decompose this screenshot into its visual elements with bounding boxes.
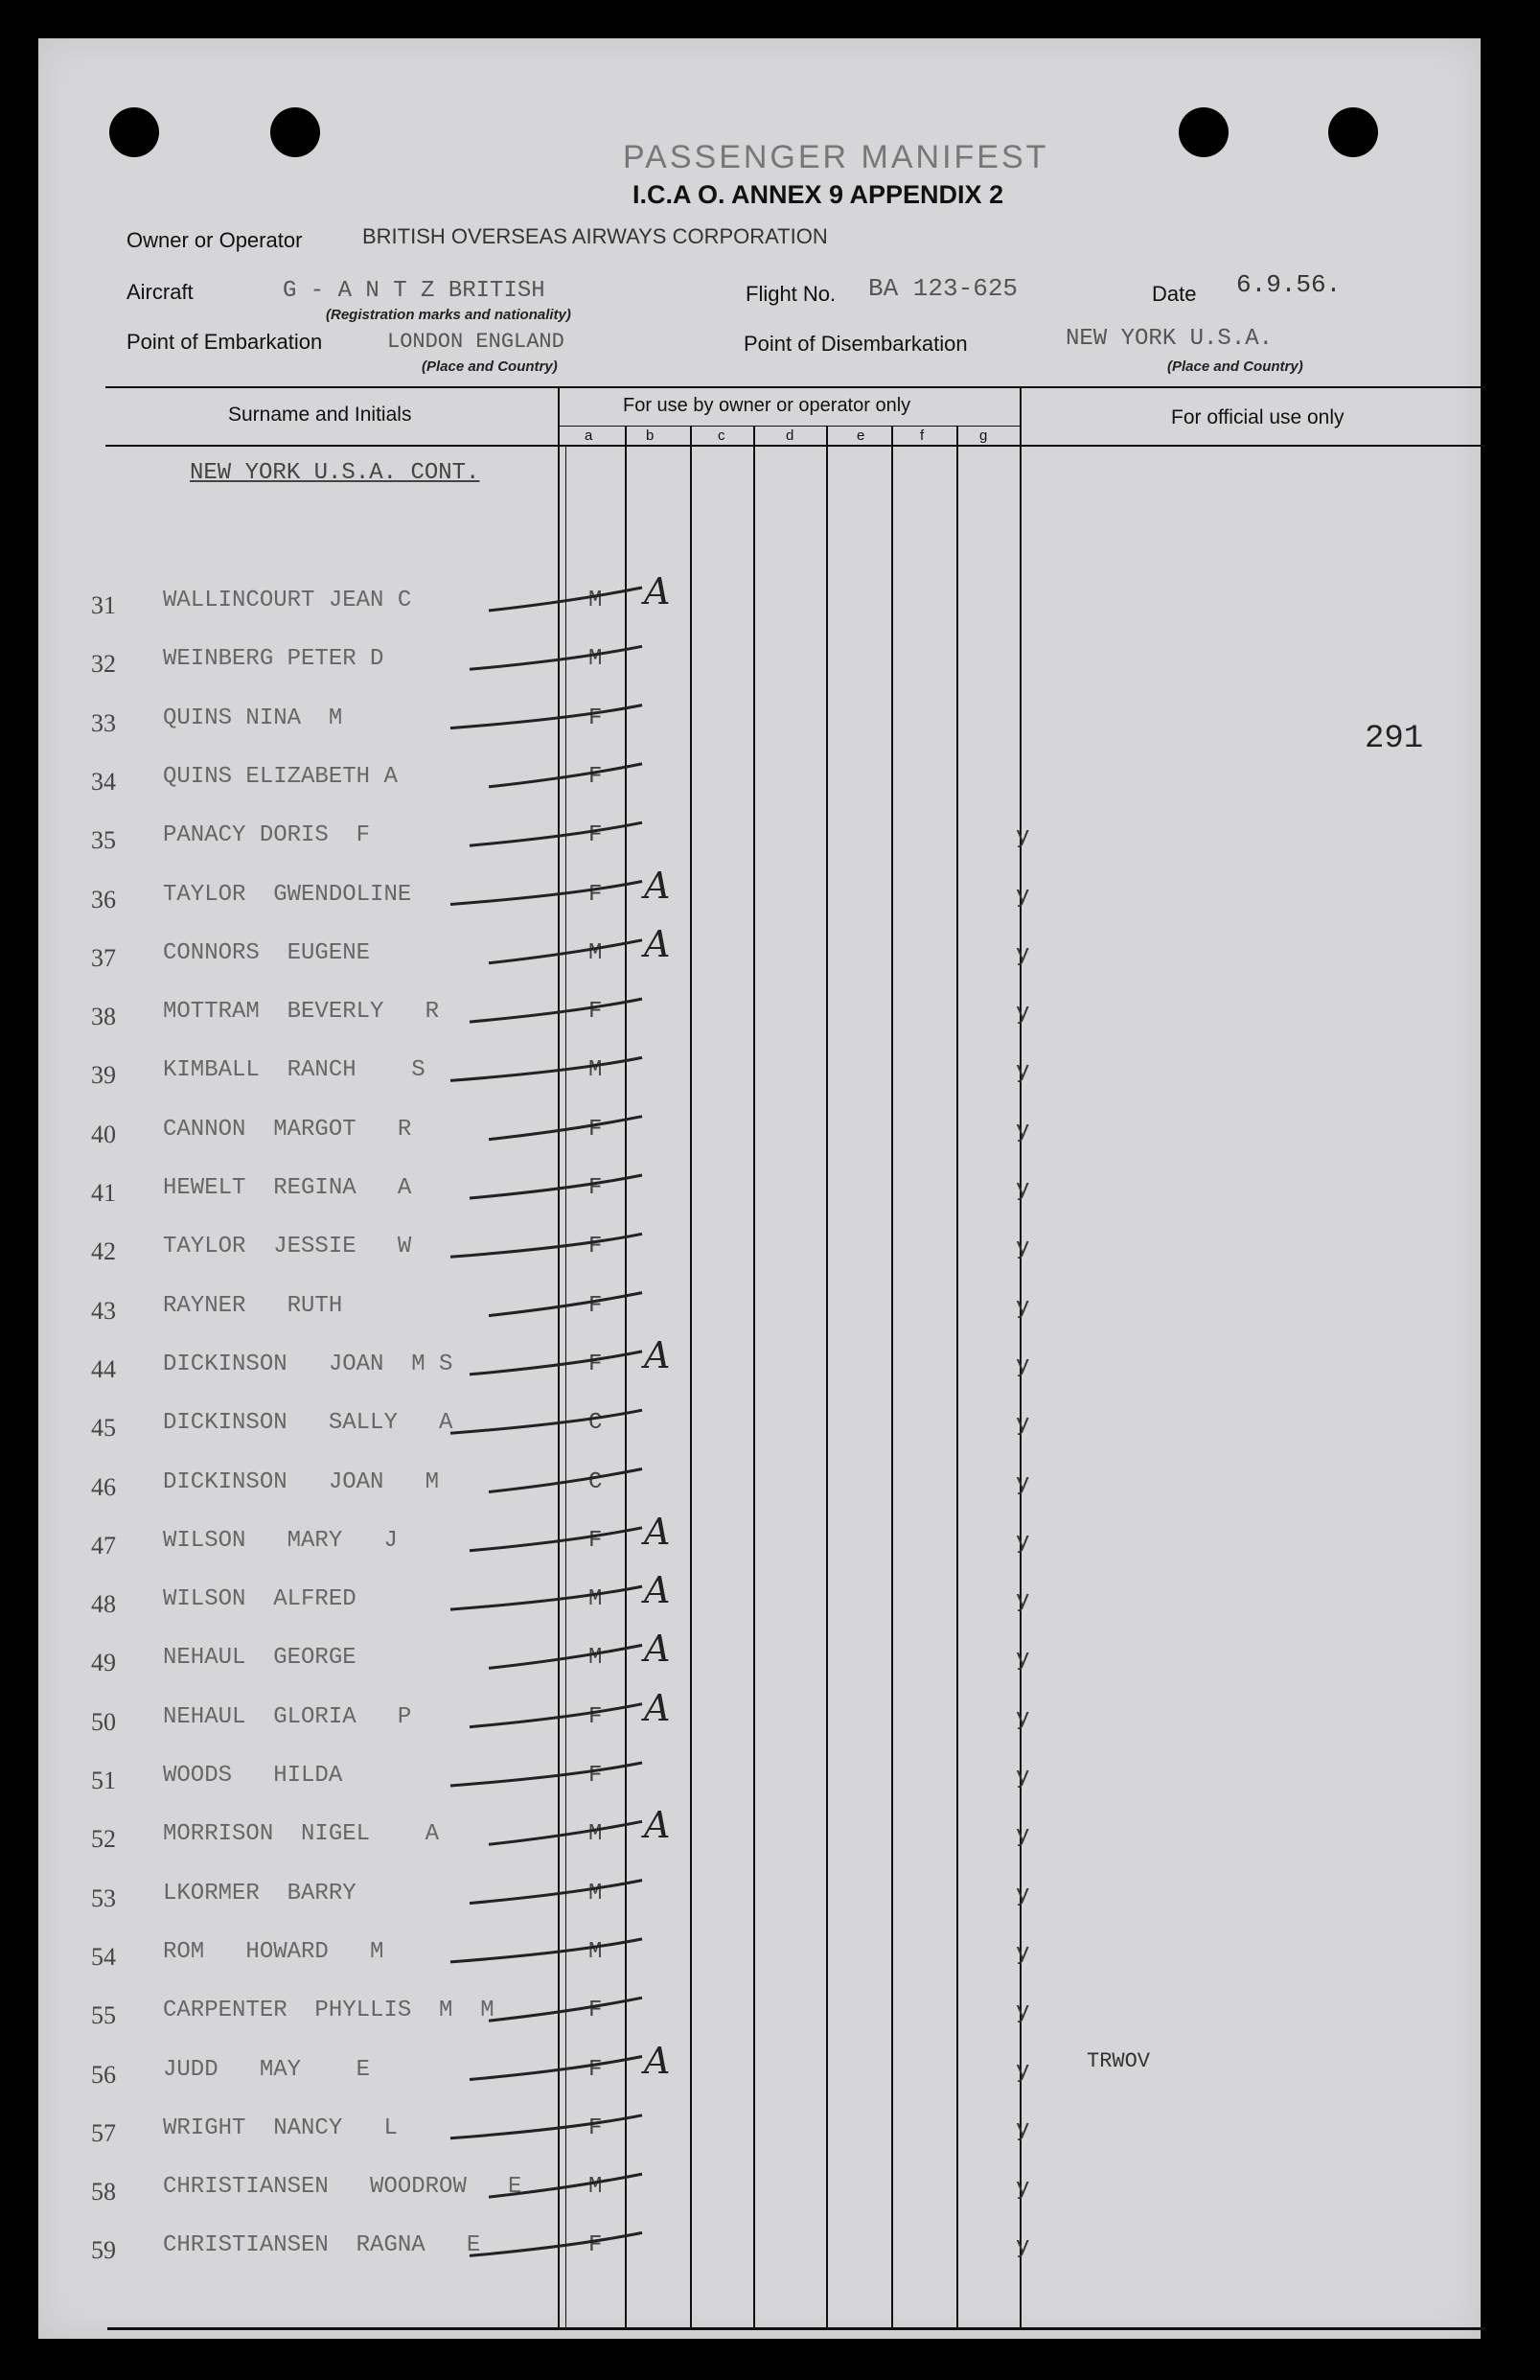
row-number: 55	[91, 2001, 116, 2030]
row-number: 54	[91, 1942, 116, 1971]
row-number: 37	[91, 943, 116, 972]
aircraft-note: (Registration marks and nationality)	[326, 307, 571, 323]
column-g-mark: y	[1016, 941, 1030, 968]
row-number: 56	[91, 2060, 116, 2089]
pen-stroke	[470, 1881, 642, 1904]
column-g-mark: y	[1016, 1177, 1030, 1203]
passenger-sex: F	[588, 763, 603, 790]
handwritten-tick: A	[644, 1333, 671, 1376]
handwritten-tick: A	[644, 864, 671, 907]
passenger-name: HEWELT REGINA A	[163, 1175, 412, 1201]
pen-stroke	[470, 646, 642, 669]
row-number: 31	[91, 591, 116, 619]
passenger-sex: F	[588, 2232, 603, 2259]
passenger-name: WOODS HILDA	[163, 1763, 343, 1789]
pen-stroke	[450, 1763, 642, 1786]
passenger-name: LKORMER BARRY	[163, 1880, 356, 1906]
passenger-sex: C	[588, 1410, 603, 1437]
row-number: 36	[91, 885, 116, 913]
column-g-mark: y	[1016, 1647, 1030, 1674]
passenger-sex: M	[588, 646, 603, 673]
column-g-mark: y	[1016, 1940, 1030, 1967]
passenger-sex: F	[588, 1175, 603, 1201]
column-g-mark: y	[1016, 1529, 1030, 1556]
pen-stroke	[489, 2174, 642, 2197]
row-number: 47	[91, 1531, 116, 1560]
passenger-name: TAYLOR JESSIE W	[163, 1234, 412, 1260]
passenger-name: DICKINSON JOAN M	[163, 1468, 440, 1495]
subcol-header-a: a	[585, 427, 593, 444]
row-number: 42	[91, 1237, 116, 1266]
pen-stroke	[489, 1117, 642, 1140]
row-number: 33	[91, 708, 116, 737]
column-g-mark: y	[1016, 1823, 1030, 1850]
col-name-header: Surname and Initials	[228, 404, 412, 426]
handwritten-tick: A	[644, 1510, 671, 1553]
pen-stroke	[470, 1528, 642, 1551]
row-number: 58	[91, 2178, 116, 2207]
passenger-sex: F	[588, 1116, 603, 1143]
passenger-name: PANACY DORIS F	[163, 822, 371, 849]
passenger-name: NEHAUL GLORIA P	[163, 1703, 412, 1730]
row-number: 46	[91, 1472, 116, 1501]
embark-value: LONDON ENGLAND	[387, 330, 564, 354]
pen-strokes	[38, 38, 1481, 2339]
manifest-title: PASSENGER MANIFEST	[623, 139, 1049, 175]
passenger-name: WALLINCOURT JEAN C	[163, 588, 412, 613]
passenger-sex: M	[588, 1586, 603, 1613]
row-number: 44	[91, 1354, 116, 1383]
handwritten-tick: A	[644, 2039, 671, 2082]
passenger-sex: F	[588, 1351, 603, 1377]
flight-label: Flight No.	[746, 282, 837, 306]
passenger-name: WRIGHT NANCY L	[163, 2114, 398, 2141]
passenger-name: QUINS ELIZABETH A	[163, 763, 398, 790]
row-number: 32	[91, 650, 116, 679]
pen-stroke	[489, 1645, 642, 1668]
column-g-mark: y	[1016, 824, 1030, 851]
passenger-sex: M	[588, 1821, 603, 1848]
pen-stroke	[470, 1704, 642, 1727]
column-g-mark: y	[1016, 1236, 1030, 1262]
passenger-name: DICKINSON SALLY A	[163, 1410, 453, 1437]
pen-stroke	[489, 940, 642, 963]
col-owner-header: For use by owner or operator only	[623, 395, 911, 416]
passenger-sex: F	[588, 822, 603, 849]
manifest-subtitle: I.C.A O. ANNEX 9 APPENDIX 2	[632, 180, 1004, 209]
handwritten-tick: A	[644, 570, 671, 612]
row-number: 52	[91, 1825, 116, 1854]
handwritten-tick: A	[644, 1804, 671, 1847]
pen-stroke	[470, 2232, 642, 2255]
subcol-header-g: g	[979, 427, 988, 444]
passenger-sex: M	[588, 2174, 603, 2201]
passenger-name: WILSON MARY J	[163, 1527, 398, 1554]
passenger-sex: M	[588, 1057, 603, 1084]
row-number: 57	[91, 2118, 116, 2147]
pen-stroke	[489, 1469, 642, 1492]
column-g-mark: y	[1016, 1118, 1030, 1144]
page-number: 291	[1365, 721, 1424, 757]
row-number: 38	[91, 1003, 116, 1031]
aircraft-label: Aircraft	[126, 280, 194, 304]
pen-stroke	[450, 1586, 642, 1609]
column-g-mark: y	[1016, 2176, 1030, 2203]
embark-note: (Place and Country)	[422, 358, 558, 375]
pen-stroke	[450, 1410, 642, 1433]
passenger-sex: F	[588, 705, 603, 731]
passenger-sex: F	[588, 1234, 603, 1260]
disembark-label: Point of Disembarkation	[744, 332, 968, 356]
passenger-sex: F	[588, 1527, 603, 1554]
disembark-value: NEW YORK U.S.A.	[1066, 326, 1274, 352]
row-number: 50	[91, 1707, 116, 1736]
row-number: 34	[91, 767, 116, 796]
column-g-mark: y	[1016, 1999, 1030, 2026]
pen-stroke	[489, 1293, 642, 1316]
passenger-name: WEINBERG PETER D	[163, 646, 384, 673]
pen-stroke	[489, 764, 642, 787]
passenger-sex: F	[588, 2056, 603, 2083]
passenger-name: QUINS NINA M	[163, 705, 343, 731]
manifest-sheet	[38, 38, 1481, 2339]
column-g-mark: y	[1016, 1765, 1030, 1791]
disembark-note: (Place and Country)	[1167, 358, 1303, 375]
passenger-name: MORRISON NIGEL A	[163, 1821, 440, 1848]
column-g-mark: y	[1016, 1001, 1030, 1028]
row-number: 41	[91, 1179, 116, 1207]
col-official-header: For official use only	[1171, 406, 1345, 428]
pen-stroke	[470, 1352, 642, 1375]
passenger-sex: F	[588, 1703, 603, 1730]
passenger-sex: M	[588, 1880, 603, 1906]
pen-stroke	[489, 588, 642, 611]
passenger-sex: F	[588, 1292, 603, 1319]
passenger-name: KIMBALL RANCH S	[163, 1057, 425, 1084]
passenger-name: CONNORS EUGENE	[163, 939, 371, 966]
column-g-mark: y	[1016, 2058, 1030, 2085]
pen-stroke	[450, 2115, 642, 2138]
column-g-mark: y	[1016, 1588, 1030, 1615]
passenger-sex: C	[588, 1468, 603, 1495]
handwritten-tick: A	[644, 1569, 671, 1612]
pen-stroke	[450, 705, 642, 728]
pen-stroke	[450, 882, 642, 905]
date-label: Date	[1152, 282, 1197, 306]
pen-stroke	[450, 1057, 642, 1080]
passenger-name: CHRISTIANSEN RAGNA E	[163, 2232, 481, 2259]
owner-label: Owner or Operator	[126, 228, 303, 252]
row-number: 39	[91, 1061, 116, 1090]
passenger-name: DICKINSON JOAN M S	[163, 1351, 453, 1377]
passenger-name: JUDD MAY E	[163, 2056, 371, 2083]
row-number: 48	[91, 1590, 116, 1619]
passenger-name: NEHAUL GEORGE	[163, 1645, 356, 1672]
flight-value: BA 123-625	[868, 274, 1019, 303]
passenger-sex: M	[588, 1938, 603, 1965]
row-number: 40	[91, 1120, 116, 1148]
subcol-header-c: c	[718, 427, 725, 444]
pen-stroke	[470, 1175, 642, 1198]
row-number: 45	[91, 1414, 116, 1443]
passenger-name: MOTTRAM BEVERLY R	[163, 999, 440, 1026]
row-number: 35	[91, 826, 116, 855]
column-g-mark: y	[1016, 1059, 1030, 1086]
passenger-name: RAYNER RUTH	[163, 1292, 343, 1319]
passenger-name: CARPENTER PHYLLIS M M	[163, 1998, 494, 2024]
column-g-mark: y	[1016, 1882, 1030, 1908]
passenger-name: CANNON MARGOT R	[163, 1116, 412, 1143]
row-number: 51	[91, 1767, 116, 1794]
continued-label: NEW YORK U.S.A. CONT.	[190, 460, 480, 486]
official-note: TRWOV	[1087, 2049, 1151, 2073]
passenger-name: WILSON ALFRED	[163, 1586, 356, 1613]
passenger-sex: M	[588, 939, 603, 966]
passenger-sex: F	[588, 2114, 603, 2141]
column-g-mark: y	[1016, 1470, 1030, 1497]
passenger-name: ROM HOWARD M	[163, 1938, 384, 1965]
column-g-mark: y	[1016, 883, 1030, 910]
row-number: 43	[91, 1296, 116, 1325]
pen-stroke	[450, 1234, 642, 1260]
passenger-sex: M	[588, 588, 603, 613]
handwritten-tick: A	[644, 1686, 671, 1729]
owner-value: BRITISH OVERSEAS AIRWAYS CORPORATION	[362, 224, 828, 248]
handwritten-tick: A	[644, 1628, 671, 1671]
passenger-sex: F	[588, 1998, 603, 2024]
column-g-mark: y	[1016, 2234, 1030, 2261]
row-number: 49	[91, 1649, 116, 1677]
subcol-header-e: e	[857, 427, 865, 444]
embark-label: Point of Embarkation	[126, 330, 323, 354]
row-number: 53	[91, 1883, 116, 1912]
pen-stroke	[489, 1998, 642, 2024]
pen-stroke	[470, 999, 642, 1022]
aircraft-value: G - A N T Z BRITISH	[283, 278, 545, 304]
passenger-sex: M	[588, 1645, 603, 1672]
subcol-header-f: f	[920, 427, 925, 444]
passenger-sex: F	[588, 999, 603, 1026]
column-g-mark: y	[1016, 2116, 1030, 2143]
column-g-mark: y	[1016, 1705, 1030, 1732]
pen-stroke	[470, 822, 642, 845]
passenger-name: CHRISTIANSEN WOODROW E	[163, 2174, 522, 2201]
column-g-mark: y	[1016, 1294, 1030, 1321]
column-g-mark: y	[1016, 1412, 1030, 1439]
pen-stroke	[489, 1821, 642, 1844]
pen-stroke	[470, 2057, 642, 2080]
subcol-header-b: b	[646, 427, 655, 444]
row-number: 59	[91, 2236, 116, 2265]
passenger-sex: F	[588, 881, 603, 908]
pen-stroke	[450, 1939, 642, 1962]
passenger-name: TAYLOR GWENDOLINE	[163, 881, 412, 908]
passenger-sex: F	[588, 1763, 603, 1789]
handwritten-tick: A	[644, 922, 671, 965]
date-value: 6.9.56.	[1236, 270, 1342, 299]
column-g-mark: y	[1016, 1352, 1030, 1379]
subcol-header-d: d	[786, 427, 794, 444]
